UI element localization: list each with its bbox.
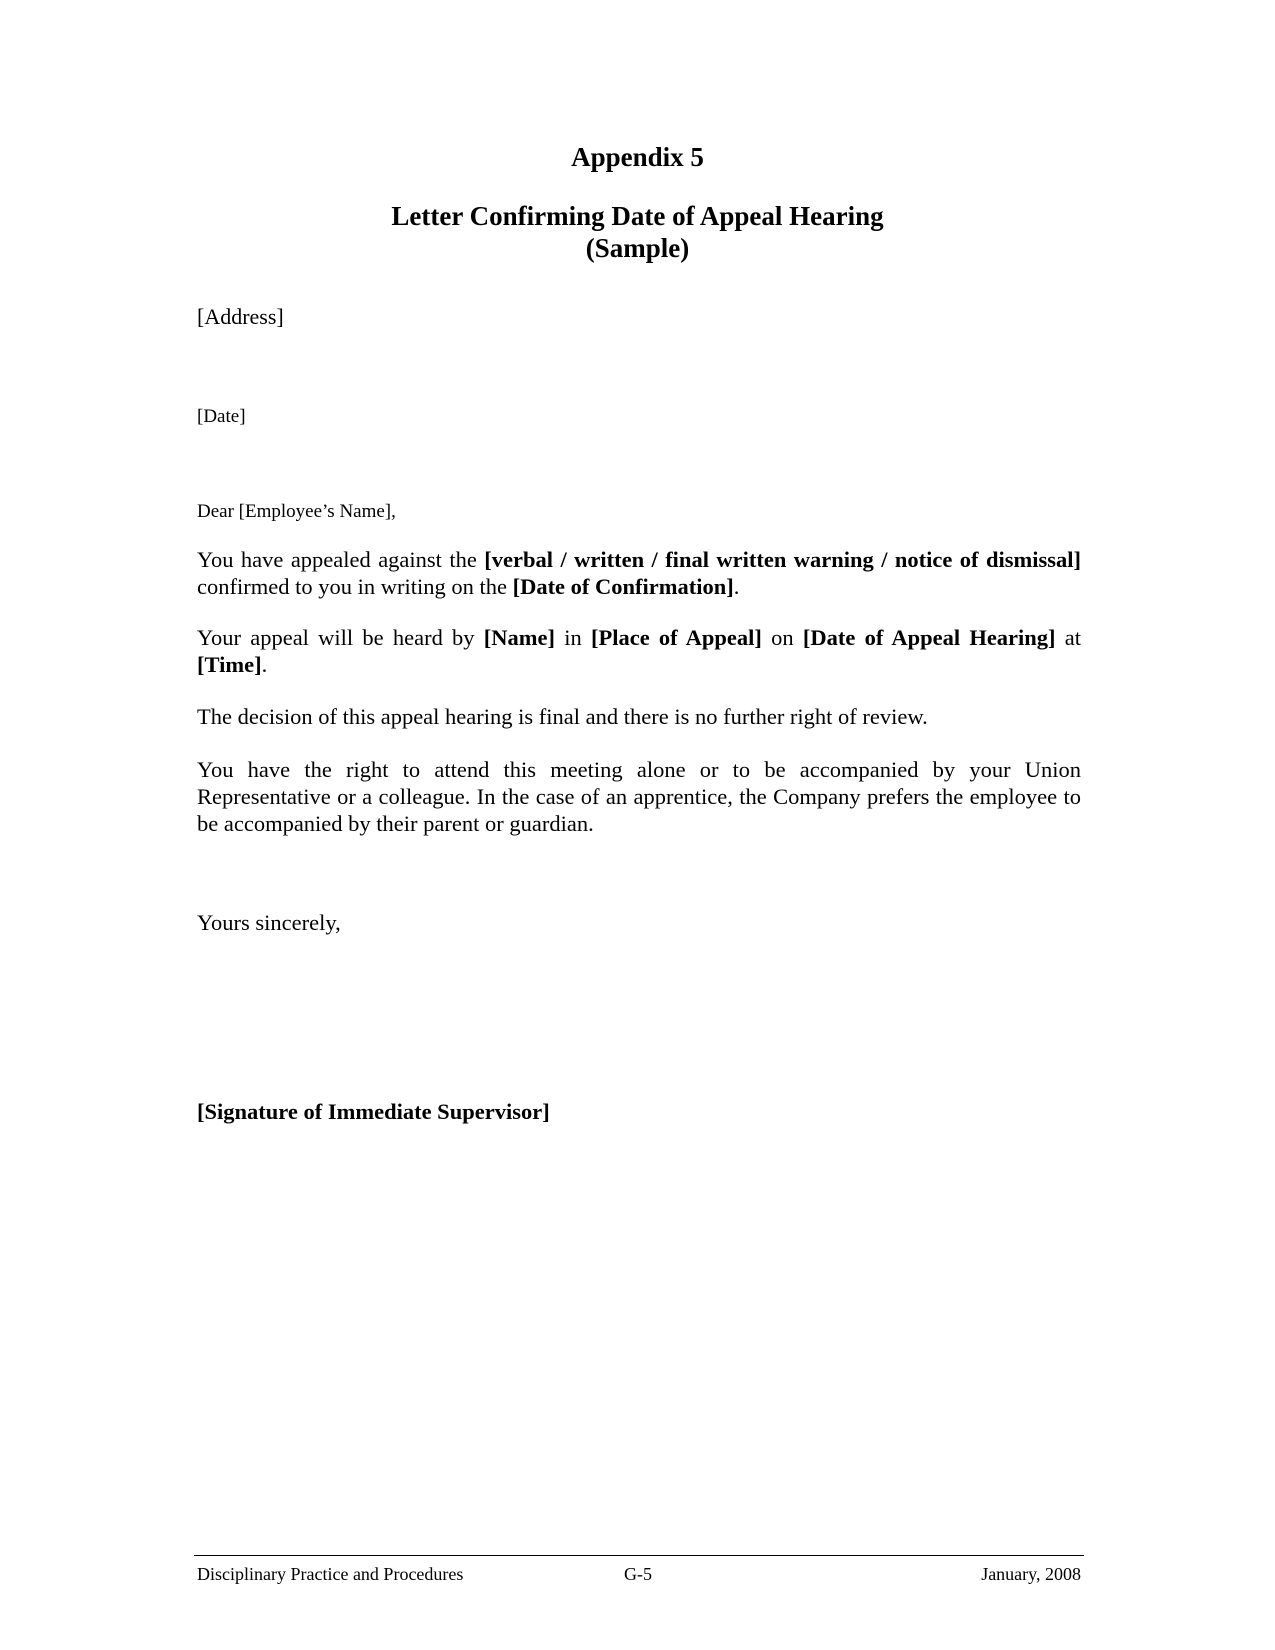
letter-title-line-2: (Sample): [585, 233, 690, 263]
signature-placeholder: [Signature of Immediate Supervisor]: [197, 1099, 550, 1124]
paragraph-final-decision: The decision of this appeal hearing is final and there is no further right of review.: [197, 704, 928, 729]
p1-warning-type: [verbal / written / final written warning / notice of dismissal]: [484, 547, 1081, 572]
p2-name: [Name]: [483, 625, 556, 650]
p1-text-3: .: [733, 574, 740, 599]
paragraph-hearing-details: [197, 624, 1081, 678]
salutation: Dear [Employee’s Name],: [197, 501, 396, 522]
p1-text-2: confirmed to you in writing on the: [197, 574, 513, 599]
p2-text-3: on: [761, 625, 803, 650]
p2-text-1: Your appeal will be heard by: [197, 625, 484, 650]
p2-place-of-appeal: [Place of Appeal]: [590, 625, 762, 650]
paragraph-right-to-attend: You have the right to attend this meeting alone or to be accompanied by your Union Representative or a colleague. In the case of an apprentice, the Company prefers the employee to be accompanied by their parent or guardian.: [197, 757, 1081, 836]
letter-title: [0, 200, 1275, 264]
footer-divider: [194, 1555, 1084, 1556]
footer-date: January, 2008: [981, 1564, 1081, 1584]
paragraph-appeal-against: [197, 546, 1081, 600]
p1-text-1: You have appealed against the: [197, 547, 485, 572]
address-placeholder: [Address]: [197, 304, 284, 329]
letter-title-line-1: Letter Confirming Date of Appeal Hearing: [391, 201, 884, 231]
p2-time: [Time]: [197, 652, 262, 677]
p1-date-of-confirmation: [Date of Confirmation]: [512, 574, 734, 599]
p2-text-4: at: [1055, 625, 1082, 650]
p2-date-of-hearing: [Date of Appeal Hearing]: [802, 625, 1056, 650]
closing: Yours sincerely,: [197, 910, 341, 935]
p2-text-2: in: [555, 625, 591, 650]
footer-page-number: G-5: [624, 1564, 652, 1584]
appendix-heading: Appendix 5: [571, 142, 704, 172]
date-placeholder: [Date]: [197, 406, 246, 427]
p2-text-5: .: [261, 652, 268, 677]
footer-document-title: Disciplinary Practice and Procedures: [197, 1564, 464, 1584]
